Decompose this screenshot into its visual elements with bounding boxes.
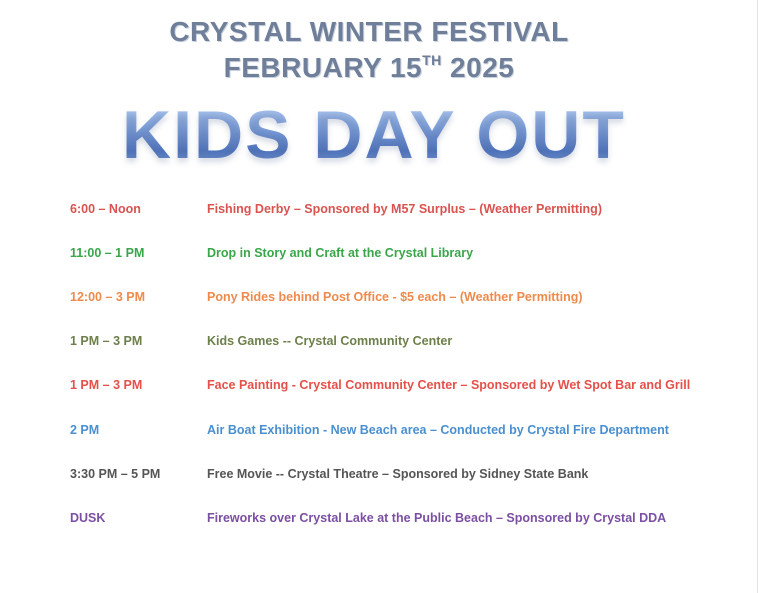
flyer-header	[0, 14, 768, 86]
schedule-row	[0, 286, 768, 308]
schedule-event: Face Painting - Crystal Community Center – Sponsored by Wet Spot Bar and Grill	[207, 378, 691, 392]
schedule-time: 2 PM	[70, 423, 100, 437]
schedule-row	[0, 198, 768, 220]
schedule-time: 12:00 – 3 PM	[70, 290, 146, 304]
schedule-event: Fishing Derby – Sponsored by M57 Surplus – (Weather Permitting)	[207, 202, 602, 216]
schedule-event: Air Boat Exhibition - New Beach area – Conducted by Crystal Fire Department	[207, 423, 669, 437]
schedule-event: Pony Rides behind Post Office - $5 each – (Weather Permitting)	[207, 290, 583, 304]
schedule-row	[0, 419, 768, 441]
schedule-row	[0, 242, 768, 264]
schedule-event: Free Movie -- Crystal Theatre – Sponsored by Sidney State Bank	[207, 467, 589, 481]
date-month-day: FEBRUARY 15	[223, 52, 423, 83]
schedule-time: 3:30 PM – 5 PM	[70, 467, 161, 481]
schedule-time: 6:00 – Noon	[70, 202, 141, 216]
schedule-row	[0, 374, 768, 396]
schedule-time: DUSK	[70, 511, 106, 525]
main-title: KIDS DAY OUT	[0, 95, 758, 175]
schedule-time: 1 PM – 3 PM	[70, 334, 143, 348]
schedule-row	[0, 330, 768, 352]
schedule-time: 1 PM – 3 PM	[70, 378, 143, 392]
schedule-time: 11:00 – 1 PM	[70, 246, 145, 260]
schedule-event: Fireworks over Crystal Lake at the Public Beach – Sponsored by Crystal DDA	[207, 511, 667, 525]
schedule-event: Kids Games -- Crystal Community Center	[207, 334, 453, 348]
festival-date	[0, 50, 768, 86]
festival-title: CRYSTAL WINTER FESTIVAL	[169, 16, 569, 47]
schedule-row	[0, 463, 768, 485]
date-ordinal-suffix: TH	[422, 52, 442, 68]
schedule-row	[0, 507, 768, 529]
schedule-event: Drop in Story and Craft at the Crystal Library	[207, 246, 474, 260]
date-year: 2025	[441, 52, 515, 83]
